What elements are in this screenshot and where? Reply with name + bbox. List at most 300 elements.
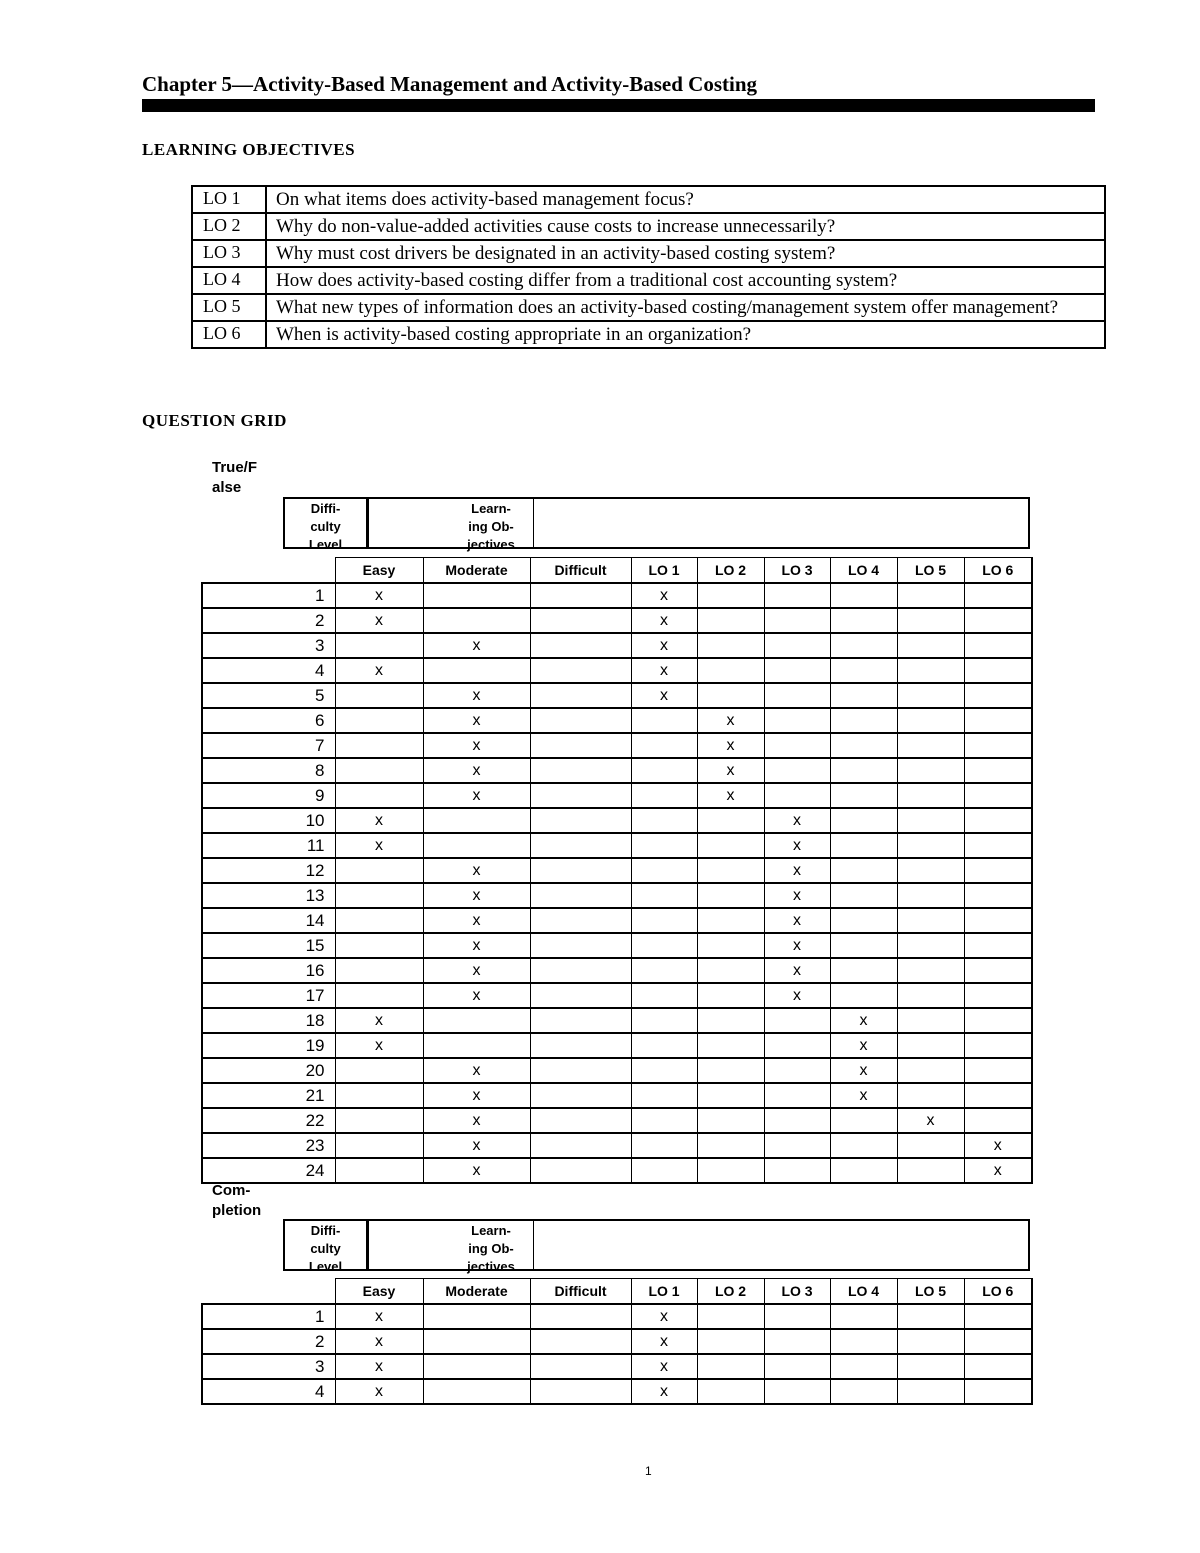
grid-cell xyxy=(631,1108,697,1133)
table-row xyxy=(202,808,1032,833)
question-number: 12 xyxy=(202,858,335,883)
grid-cell xyxy=(697,658,764,683)
question-number: 6 xyxy=(202,708,335,733)
table-row xyxy=(202,1133,1032,1158)
grid-cell xyxy=(830,858,897,883)
grid-cell xyxy=(897,1008,964,1033)
grid-cell xyxy=(697,1058,764,1083)
grid-cell xyxy=(897,858,964,883)
grid-cell xyxy=(335,908,423,933)
question-number-header xyxy=(202,558,335,584)
grid-cell xyxy=(964,1304,1032,1329)
grid-cell xyxy=(335,1083,423,1108)
grid-cell xyxy=(830,808,897,833)
grid-cell xyxy=(764,1304,830,1329)
grid-cell xyxy=(764,1033,830,1058)
grid-cell xyxy=(697,683,764,708)
table-row xyxy=(202,833,1032,858)
grid-cell: x xyxy=(764,908,830,933)
grid-cell xyxy=(964,1058,1032,1083)
learning-objective-row xyxy=(192,213,1105,240)
question-number: 17 xyxy=(202,983,335,1008)
grid-cell: x xyxy=(830,1058,897,1083)
table-row xyxy=(202,933,1032,958)
grid-cell: x xyxy=(423,633,530,658)
grid-cell: x xyxy=(631,633,697,658)
grid-cell xyxy=(897,1354,964,1379)
grid-cell xyxy=(964,1033,1032,1058)
grid-cell: x xyxy=(631,583,697,608)
grid-cell xyxy=(423,658,530,683)
grid-cell xyxy=(830,583,897,608)
grid-cell xyxy=(697,858,764,883)
table-row xyxy=(202,633,1032,658)
grid-cell: x xyxy=(335,1379,423,1404)
grid-cell xyxy=(964,958,1032,983)
grid-cell xyxy=(897,1304,964,1329)
grid-cell xyxy=(631,1158,697,1183)
column-header-moderate: Moderate xyxy=(423,1279,530,1305)
grid-cell xyxy=(631,858,697,883)
true-false-grid xyxy=(201,557,1033,1184)
question-number: 4 xyxy=(202,1379,335,1404)
column-header-lo-3: LO 3 xyxy=(764,558,830,584)
grid-cell xyxy=(964,633,1032,658)
grid-cell: x xyxy=(335,658,423,683)
grid-cell: x xyxy=(423,983,530,1008)
grid-cell xyxy=(631,983,697,1008)
table-row xyxy=(202,683,1032,708)
grid-cell xyxy=(335,958,423,983)
grid-cell xyxy=(830,1329,897,1354)
grid-cell: x xyxy=(764,883,830,908)
table-row xyxy=(202,783,1032,808)
grid-cell: x xyxy=(423,1158,530,1183)
grid-cell xyxy=(697,583,764,608)
column-header-moderate: Moderate xyxy=(423,558,530,584)
question-number: 10 xyxy=(202,808,335,833)
grid-cell xyxy=(764,658,830,683)
grid-cell xyxy=(335,1158,423,1183)
learning-objective-row xyxy=(192,294,1105,321)
objective-code: LO 1 xyxy=(192,186,266,213)
column-header-easy: Easy xyxy=(335,558,423,584)
grid-cell xyxy=(830,1304,897,1329)
grid-cell xyxy=(423,1033,530,1058)
grid-cell xyxy=(764,1354,830,1379)
question-number: 18 xyxy=(202,1008,335,1033)
grid-cell xyxy=(964,1379,1032,1404)
grid-cell xyxy=(830,1158,897,1183)
table-row xyxy=(202,1108,1032,1133)
grid-cell xyxy=(697,883,764,908)
grid-cell: x xyxy=(335,808,423,833)
grid-cell xyxy=(631,1033,697,1058)
grid-cell xyxy=(697,1133,764,1158)
grid-cell xyxy=(764,1108,830,1133)
grid-cell: x xyxy=(631,1304,697,1329)
grid-cell xyxy=(897,883,964,908)
grid-cell xyxy=(830,1133,897,1158)
table-row xyxy=(202,1033,1032,1058)
objective-text: Why do non-value-added activities cause costs to increase unnecessarily? xyxy=(266,213,1105,240)
grid-cell xyxy=(830,833,897,858)
learning-objective-row xyxy=(192,186,1105,213)
difficulty-level-label: Diffi- culty Level xyxy=(308,501,343,552)
grid-cell xyxy=(697,608,764,633)
grid-cell xyxy=(830,883,897,908)
grid-cell xyxy=(530,608,631,633)
table-row xyxy=(202,1329,1032,1354)
grid-cell xyxy=(631,708,697,733)
grid-cell xyxy=(964,833,1032,858)
question-number: 3 xyxy=(202,633,335,658)
table-row xyxy=(202,583,1032,608)
grid-cell xyxy=(697,808,764,833)
grid-cell xyxy=(830,1379,897,1404)
grid-cell xyxy=(631,933,697,958)
grid-cell xyxy=(423,1354,530,1379)
grid-cell xyxy=(631,1083,697,1108)
grid-cell xyxy=(764,633,830,658)
grid-cell xyxy=(964,608,1032,633)
grid-cell xyxy=(530,833,631,858)
grid-cell xyxy=(964,858,1032,883)
grid-cell xyxy=(764,783,830,808)
objective-code: LO 3 xyxy=(192,240,266,267)
grid-cell: x xyxy=(697,783,764,808)
grid-cell xyxy=(964,808,1032,833)
grid-cell xyxy=(764,1379,830,1404)
true-false-header-box xyxy=(283,497,1030,552)
column-header-difficult: Difficult xyxy=(530,558,631,584)
grid-cell xyxy=(530,1379,631,1404)
column-header-lo-6: LO 6 xyxy=(964,1279,1032,1305)
grid-cell: x xyxy=(631,608,697,633)
grid-cell xyxy=(697,1083,764,1108)
grid-cell xyxy=(897,1329,964,1354)
table-row xyxy=(202,708,1032,733)
grid-cell: x xyxy=(423,1083,530,1108)
grid-cell: x xyxy=(423,883,530,908)
grid-cell xyxy=(697,1108,764,1133)
question-number: 1 xyxy=(202,1304,335,1329)
grid-cell: x xyxy=(764,833,830,858)
question-number: 22 xyxy=(202,1108,335,1133)
objective-text: What new types of information does an activity-based costing/management system offer management? xyxy=(266,294,1105,321)
grid-cell xyxy=(631,1133,697,1158)
grid-cell xyxy=(897,783,964,808)
grid-cell xyxy=(530,883,631,908)
grid-cell xyxy=(697,1304,764,1329)
grid-cell xyxy=(830,758,897,783)
question-number: 3 xyxy=(202,1354,335,1379)
grid-cell: x xyxy=(423,1133,530,1158)
question-number: 2 xyxy=(202,1329,335,1354)
grid-cell xyxy=(530,808,631,833)
table-row xyxy=(202,733,1032,758)
question-number: 2 xyxy=(202,608,335,633)
grid-cell xyxy=(764,1329,830,1354)
question-number: 23 xyxy=(202,1133,335,1158)
grid-cell xyxy=(964,758,1032,783)
grid-cell: x xyxy=(423,858,530,883)
column-header-lo-5: LO 5 xyxy=(897,1279,964,1305)
table-row xyxy=(202,1008,1032,1033)
grid-cell xyxy=(530,583,631,608)
grid-cell: x xyxy=(697,733,764,758)
grid-cell xyxy=(423,833,530,858)
grid-cell xyxy=(830,908,897,933)
grid-cell xyxy=(697,958,764,983)
grid-cell xyxy=(764,683,830,708)
page-title: Chapter 5—Activity-Based Management and Activity-Based Costing xyxy=(142,72,758,96)
grid-cell xyxy=(530,933,631,958)
grid-cell xyxy=(830,633,897,658)
grid-cell xyxy=(530,958,631,983)
grid-cell xyxy=(530,633,631,658)
grid-cell: x xyxy=(631,658,697,683)
grid-cell xyxy=(897,583,964,608)
grid-cell xyxy=(964,783,1032,808)
grid-cell: x xyxy=(964,1133,1032,1158)
grid-cell: x xyxy=(335,1329,423,1354)
grid-cell xyxy=(530,1133,631,1158)
grid-cell xyxy=(697,1158,764,1183)
learning-objectives-label: Learn- ing Ob- jectives xyxy=(467,1223,515,1274)
grid-cell: x xyxy=(764,983,830,1008)
grid-cell xyxy=(964,883,1032,908)
title-rule xyxy=(142,99,1095,112)
grid-cell xyxy=(423,808,530,833)
grid-cell: x xyxy=(335,608,423,633)
grid-cell xyxy=(423,1304,530,1329)
grid-cell xyxy=(530,1304,631,1329)
grid-cell: x xyxy=(764,808,830,833)
table-row xyxy=(202,958,1032,983)
grid-cell: x xyxy=(335,1008,423,1033)
grid-cell xyxy=(764,1133,830,1158)
grid-cell xyxy=(897,683,964,708)
grid-cell: x xyxy=(423,733,530,758)
completion-grid xyxy=(201,1278,1033,1405)
grid-cell xyxy=(697,633,764,658)
grid-cell xyxy=(697,833,764,858)
grid-cell xyxy=(830,683,897,708)
learning-objective-row xyxy=(192,240,1105,267)
column-header-lo-1: LO 1 xyxy=(631,558,697,584)
grid-cell xyxy=(530,683,631,708)
objective-text: How does activity-based costing differ from a traditional cost accounting system? xyxy=(266,267,1105,294)
grid-cell xyxy=(423,1008,530,1033)
grid-cell: x xyxy=(423,958,530,983)
grid-cell xyxy=(697,908,764,933)
grid-cell xyxy=(631,783,697,808)
grid-cell xyxy=(335,983,423,1008)
column-header-difficult: Difficult xyxy=(530,1279,631,1305)
grid-cell xyxy=(631,833,697,858)
grid-cell xyxy=(530,858,631,883)
grid-cell xyxy=(530,758,631,783)
grid-cell xyxy=(764,708,830,733)
grid-cell: x xyxy=(335,1033,423,1058)
grid-cell xyxy=(964,983,1032,1008)
grid-cell: x xyxy=(631,683,697,708)
grid-cell: x xyxy=(631,1354,697,1379)
objective-code: LO 2 xyxy=(192,213,266,240)
grid-cell xyxy=(964,908,1032,933)
grid-cell xyxy=(764,1008,830,1033)
column-header-lo-1: LO 1 xyxy=(631,1279,697,1305)
grid-cell xyxy=(423,608,530,633)
grid-cell xyxy=(697,1354,764,1379)
grid-cell xyxy=(964,933,1032,958)
grid-cell xyxy=(335,783,423,808)
grid-cell xyxy=(697,1008,764,1033)
grid-cell xyxy=(897,958,964,983)
grid-cell xyxy=(631,1008,697,1033)
true-false-title: True/F alse xyxy=(212,459,258,496)
grid-cell xyxy=(764,758,830,783)
table-row xyxy=(202,858,1032,883)
objective-text: When is activity-based costing appropriate in an organization? xyxy=(266,321,1105,348)
column-header-lo-6: LO 6 xyxy=(964,558,1032,584)
objective-text: Why must cost drivers be designated in an activity-based costing system? xyxy=(266,240,1105,267)
grid-cell xyxy=(964,733,1032,758)
grid-cell xyxy=(335,683,423,708)
table-row xyxy=(202,883,1032,908)
learning-objectives-table xyxy=(191,185,1106,349)
grid-cell xyxy=(964,708,1032,733)
grid-cell xyxy=(530,908,631,933)
grid-cell: x xyxy=(830,1008,897,1033)
question-number: 14 xyxy=(202,908,335,933)
grid-cell: x xyxy=(423,708,530,733)
grid-cell xyxy=(764,1158,830,1183)
question-number: 11 xyxy=(202,833,335,858)
grid-cell xyxy=(830,733,897,758)
table-row xyxy=(202,1304,1032,1329)
grid-cell xyxy=(335,1058,423,1083)
page-number: 1 xyxy=(645,1464,652,1478)
table-row xyxy=(202,1379,1032,1404)
learning-objective-row xyxy=(192,321,1105,348)
table-row xyxy=(202,1058,1032,1083)
column-header-lo-3: LO 3 xyxy=(764,1279,830,1305)
table-row xyxy=(202,983,1032,1008)
grid-cell xyxy=(897,733,964,758)
objective-code: LO 6 xyxy=(192,321,266,348)
grid-cell: x xyxy=(423,683,530,708)
grid-cell xyxy=(830,983,897,1008)
grid-cell xyxy=(897,633,964,658)
column-header-lo-2: LO 2 xyxy=(697,1279,764,1305)
grid-cell: x xyxy=(335,583,423,608)
grid-cell xyxy=(335,733,423,758)
grid-cell xyxy=(764,608,830,633)
grid-cell xyxy=(897,1379,964,1404)
grid-cell xyxy=(964,683,1032,708)
grid-cell xyxy=(335,933,423,958)
grid-cell xyxy=(897,908,964,933)
grid-cell: x xyxy=(423,1058,530,1083)
learning-objective-row xyxy=(192,267,1105,294)
grid-cell xyxy=(697,933,764,958)
grid-cell: x xyxy=(897,1108,964,1133)
grid-cell xyxy=(335,1108,423,1133)
grid-cell: x xyxy=(764,958,830,983)
grid-cell: x xyxy=(335,1354,423,1379)
grid-cell xyxy=(897,808,964,833)
grid-cell xyxy=(530,733,631,758)
column-header-lo-4: LO 4 xyxy=(830,1279,897,1305)
question-number: 13 xyxy=(202,883,335,908)
grid-cell xyxy=(897,1058,964,1083)
grid-cell xyxy=(530,1083,631,1108)
grid-cell xyxy=(830,658,897,683)
grid-cell xyxy=(335,758,423,783)
completion-title: Com- pletion xyxy=(212,1182,262,1219)
grid-cell xyxy=(697,1379,764,1404)
grid-cell xyxy=(423,1329,530,1354)
table-row xyxy=(202,758,1032,783)
objective-code: LO 4 xyxy=(192,267,266,294)
grid-cell: x xyxy=(423,933,530,958)
grid-cell xyxy=(897,708,964,733)
question-number: 24 xyxy=(202,1158,335,1183)
grid-cell xyxy=(335,883,423,908)
grid-cell: x xyxy=(964,1158,1032,1183)
grid-cell xyxy=(530,783,631,808)
grid-cell xyxy=(631,758,697,783)
grid-cell xyxy=(897,1133,964,1158)
grid-cell xyxy=(697,1033,764,1058)
grid-cell xyxy=(830,1108,897,1133)
grid-cell xyxy=(631,883,697,908)
grid-cell xyxy=(964,1329,1032,1354)
table-row xyxy=(202,658,1032,683)
question-number: 5 xyxy=(202,683,335,708)
grid-cell xyxy=(964,583,1032,608)
grid-cell xyxy=(897,933,964,958)
grid-cell xyxy=(764,733,830,758)
grid-cell xyxy=(530,658,631,683)
grid-cell xyxy=(830,608,897,633)
grid-cell: x xyxy=(631,1329,697,1354)
grid-cell xyxy=(530,1033,631,1058)
objective-code: LO 5 xyxy=(192,294,266,321)
grid-cell: x xyxy=(830,1083,897,1108)
grid-cell xyxy=(897,1033,964,1058)
table-row xyxy=(202,1354,1032,1379)
learning-objectives-heading: LEARNING OBJECTIVES xyxy=(142,140,356,159)
column-header-lo-2: LO 2 xyxy=(697,558,764,584)
grid-cell xyxy=(423,583,530,608)
grid-cell xyxy=(897,983,964,1008)
question-number: 4 xyxy=(202,658,335,683)
grid-cell xyxy=(964,658,1032,683)
grid-cell xyxy=(897,833,964,858)
grid-cell xyxy=(764,1083,830,1108)
grid-cell: x xyxy=(423,783,530,808)
column-header-lo-5: LO 5 xyxy=(897,558,964,584)
grid-cell: x xyxy=(423,1108,530,1133)
grid-cell xyxy=(631,958,697,983)
grid-cell xyxy=(830,933,897,958)
grid-cell: x xyxy=(830,1033,897,1058)
table-row xyxy=(202,608,1032,633)
grid-cell xyxy=(530,1058,631,1083)
